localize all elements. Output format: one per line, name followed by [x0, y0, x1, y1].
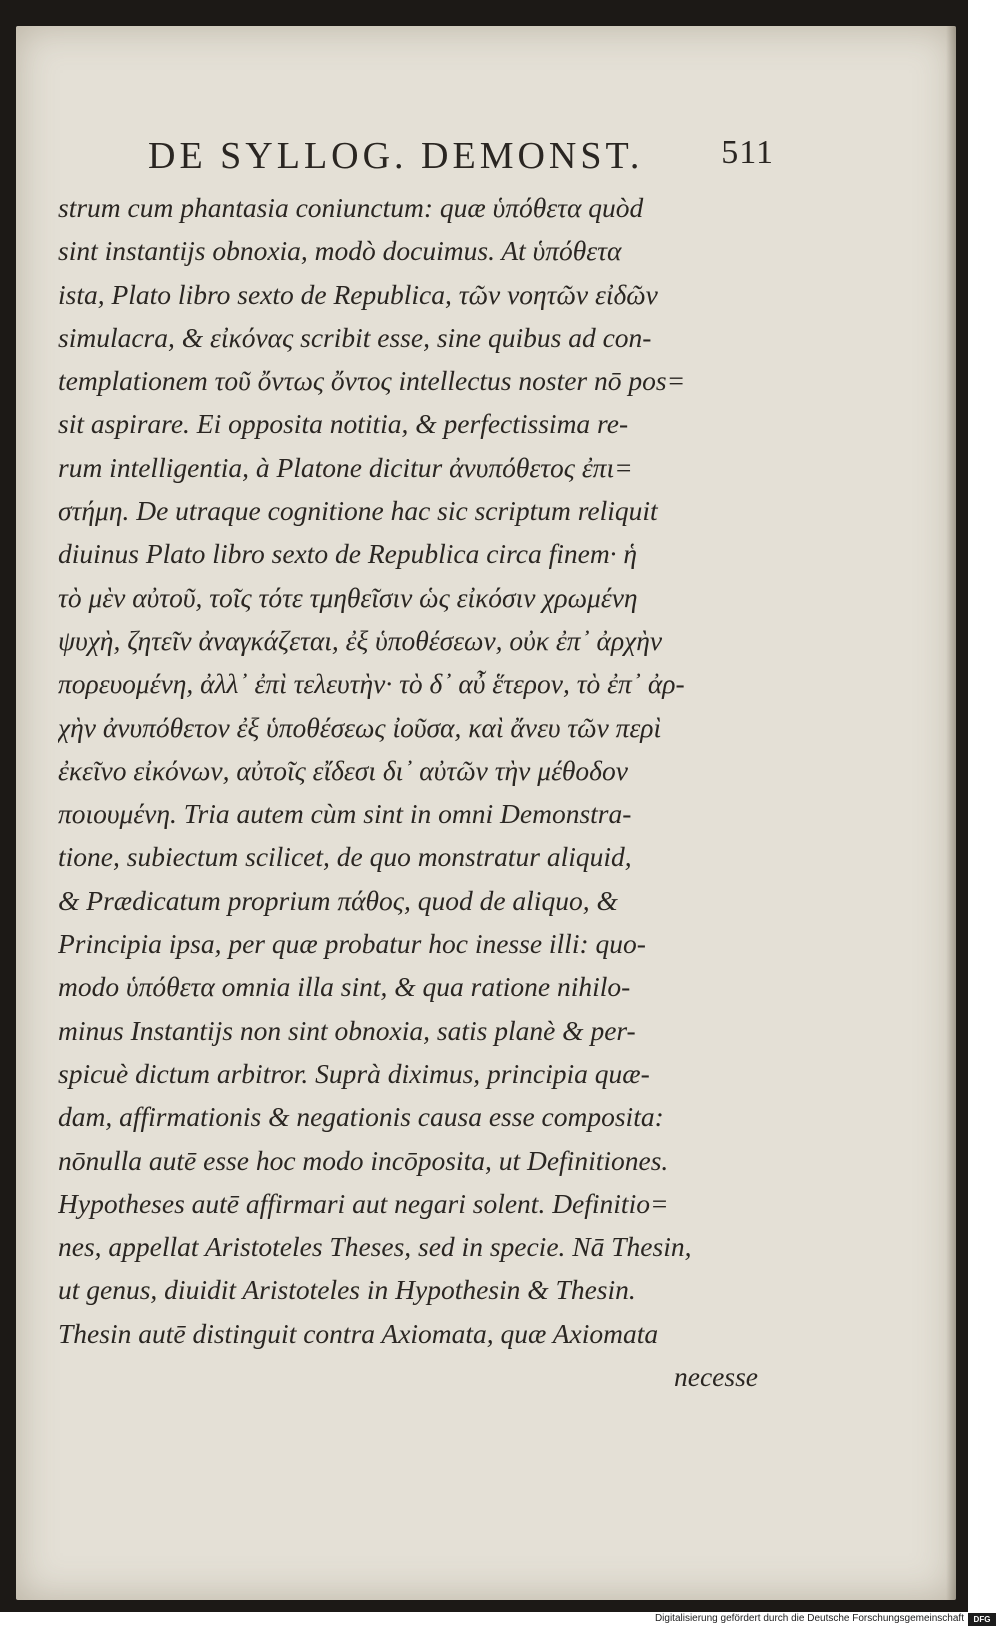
text-line: templationem τοῦ ὄντως ὄντος intellectus noster nō pos= [58, 365, 686, 397]
book-page [16, 26, 956, 1600]
text-line: στήμη. De utraque cognitione hac sic scriptum reliquit [58, 495, 658, 527]
text-line: & Prædicatum proprium πάθος, quod de aliquo, & [58, 884, 618, 916]
text-line: sit aspirare. Ei opposita notitia, & perfectissima re- [58, 408, 629, 440]
text-line: χὴν ἀνυπόθετον ἐξ ὑποθέσεως ἰοῦσα, καὶ ἄνευ τῶν περὶ [58, 711, 662, 743]
page-number: 511 [721, 134, 774, 171]
text-line: Principia ipsa, per quæ probatur hoc inesse illi: quo- [58, 928, 646, 960]
text-line: Thesin autē distinguit contra Axiomata, quæ Axiomata [58, 1317, 659, 1349]
text-line: rum intelligentia, à Platone dicitur ἀνυπόθετος ἐπι= [58, 451, 633, 483]
text-line: ista, Plato libro sexto de Republica, τῶν νοητῶν εἰδῶν [58, 278, 658, 310]
text-line: diuinus Plato libro sexto de Republica circa finem· ἡ [58, 538, 638, 570]
text-line: ἐκεῖνο εἰκόνων, αὐτοῖς εἴδεσι δι᾽ αὐτῶν τὴν μέθοδον [58, 754, 628, 786]
text-line: nōnulla autē esse hoc modo incōposita, ut Definitiones. [58, 1144, 669, 1176]
text-line: modo ὑπόθετα omnia illa sint, & qua ratione nihilo- [58, 971, 631, 1003]
catchword: necesse [674, 1361, 758, 1393]
text-line: nes, appellat Aristoteles Theses, sed in specie. Nā Thesin, [58, 1231, 692, 1263]
text-line: simulacra, & εἰκόνας scribit esse, sine quibus ad con- [58, 321, 652, 353]
body-text [58, 186, 758, 1398]
text-line: πορευομένη, ἀλλ᾽ ἐπὶ τελευτὴν· τὸ δ᾽ αὖ ἕτερον, τὸ ἐπ᾽ ἀρ- [58, 668, 685, 700]
text-line: dam, affirmationis & negationis causa esse composita: [58, 1101, 664, 1133]
funding-credit: Digitalisierung gefördert durch die Deutsche Forschungsgemeinschaft [654, 1613, 964, 1624]
text-line: sint instantijs obnoxia, modò docuimus. At ὑπόθετα [58, 235, 622, 267]
page-edge-shadow [946, 26, 956, 1600]
text-line: ποιουμένη. Tria autem cùm sint in omni Demonstra- [58, 798, 632, 830]
running-head [134, 134, 774, 184]
footer-bar [0, 1612, 1000, 1628]
text-line: spicuè dictum arbitror. Suprà diximus, principia quæ- [58, 1057, 650, 1089]
text-line: Hypotheses autē affirmari aut negari solent. Definitio= [58, 1187, 669, 1219]
dfg-logo: DFG [968, 1613, 996, 1626]
text-line: ψυχὴ, ζητεῖν ἀναγκάζεται, ἐξ ὑποθέσεων, οὐκ ἐπ᾽ ἀρχὴν [58, 624, 663, 656]
running-title: DE SYLLOG. DEMONST. [148, 135, 644, 177]
text-line: minus Instantijs non sint obnoxia, satis planè & per- [58, 1014, 636, 1046]
text-line: ut genus, diuidit Aristoteles in Hypothesin & Thesin. [58, 1274, 636, 1306]
text-line: τὸ μὲν αὐτοῦ, τοῖς τότε τμηθεῖσιν ὡς εἰκόσιν χρωμένη [58, 581, 638, 613]
text-line: strum cum phantasia coniunctum: quæ ὑπόθετα quòd [58, 192, 644, 223]
text-line: tione, subiectum scilicet, de quo monstratur aliquid, [58, 841, 632, 873]
